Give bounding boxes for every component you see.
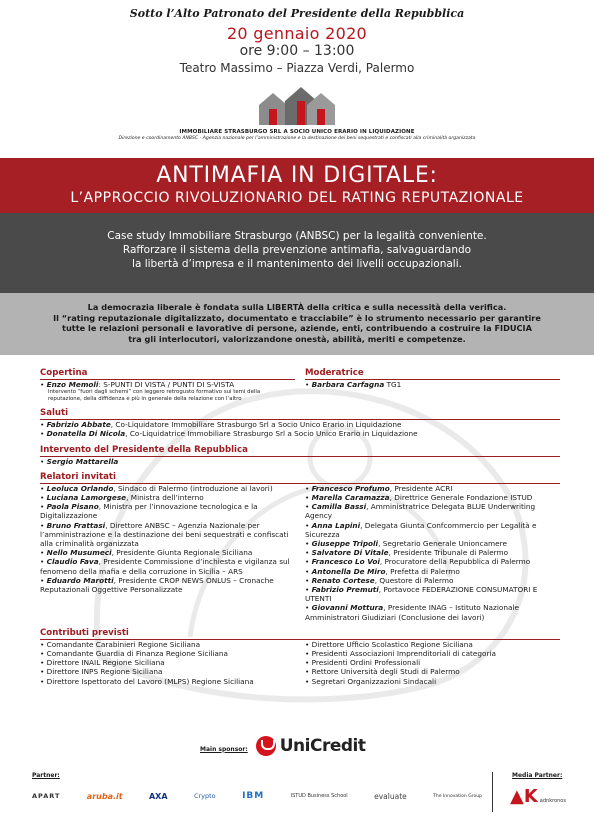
- partner-label: Partner:: [32, 772, 60, 779]
- partner-istud: ISTUD Business School: [290, 793, 348, 799]
- partner-apart: APART: [32, 792, 61, 800]
- partner-logos: [32, 784, 482, 808]
- media-partner: [510, 786, 566, 807]
- presidente-section: [40, 445, 560, 466]
- moderatrice-section: [305, 368, 560, 402]
- speaker-name: Eduardo Marotti: [46, 575, 114, 585]
- contributi-left: [40, 640, 295, 686]
- list-item: • Comandante Carabinieri Regione Siciliana: [40, 639, 201, 649]
- list-item: • Direttore INAIL Regione Siciliana: [40, 658, 165, 668]
- main-sponsor-label: Main sponsor:: [200, 745, 248, 753]
- list-item: • Direttore Ispettorato del Lavoro (MLPS) Regione Siciliana: [40, 676, 254, 686]
- list-item: • Marella Caramazza, Direttrice Generale Fondazione ISTUD: [305, 493, 533, 503]
- list-item: • Eduardo Marotti, Presidente CROP NEWS ONLUS – Cronache Reputazionali Oggettive Personalizzate: [40, 575, 274, 595]
- speaker-role: , Presidente CROP NEWS ONLUS – Cronache Reputazionali Oggettive Personalizzate: [40, 575, 274, 595]
- section-title-presidente: Intervento del Presidente della Repubblica: [40, 445, 560, 457]
- list-item: • Fabrizio Abbate, Co-Liquidatore Immobiliare Strasburgo Srl a Socio Unico Erario in Liquidazione: [40, 420, 402, 430]
- partner-innovation-group: The Innovation Group: [433, 793, 482, 799]
- speaker-role: , Segretario Generale Unioncamere: [378, 539, 507, 549]
- partner-ibm: IBM: [242, 791, 265, 801]
- contributi-columns: [40, 640, 560, 686]
- speaker-name: Francesco Profumo: [311, 483, 390, 493]
- partner-axa: AXA: [148, 791, 168, 801]
- speaker-name: Giovanni Mottura: [311, 603, 384, 613]
- copertina-moderatrice-row: [40, 368, 560, 402]
- list-item: • Barbara Carfagna TG1: [305, 380, 402, 389]
- list-item: • Luciana Lamorgese, Ministra dell’interno: [40, 493, 204, 503]
- relatori-section: [40, 472, 560, 622]
- speaker-role: : S-PUNTI DI VISTA / PUNTI DI S-VISTA: [98, 380, 235, 389]
- unicredit-logo-icon: [256, 736, 276, 756]
- contributor: Direttore INPS Regione Siciliana: [46, 667, 163, 677]
- list-item: • Antonella De Miro, Prefetta di Palermo: [305, 566, 460, 576]
- speaker-role: , Delegata Giunta Confcommercio per Legalità e Sicurezza: [305, 520, 537, 539]
- speaker-name: Donatella Di Nicola: [46, 429, 126, 439]
- contributor: Comandante Carabinieri Regione Siciliana: [46, 639, 201, 649]
- partner-crypto: Crypto: [193, 792, 216, 800]
- list-item: • Presidenti Associazioni Imprenditoriali di categoria: [305, 649, 496, 659]
- speaker-role: , Ministra per l’innovazione tecnologica e la Digitalizzazione: [40, 502, 258, 521]
- list-item: • Donatella Di Nicola, Co-Liquidatrice Immobiliare Strasburgo Srl a Socio Unico Erario in Liquidazione: [40, 429, 418, 439]
- speaker-name: Marella Caramazza: [311, 493, 390, 503]
- speaker-name: Renato Cortese: [311, 575, 375, 585]
- speaker-role: , Procuratore della Repubblica di Palermo: [379, 557, 531, 567]
- list-item: • Fabrizio Premuti, Portavoce FEDERAZIONE CONSUMATORI E UTENTI: [305, 585, 538, 604]
- list-item: • Claudio Fava, Presidente Commissione d’inchiesta e vigilanza sul fenomeno della mafia e della corruzione in Sicilia – ARS: [40, 557, 290, 576]
- speaker-name: Paola Pisano: [46, 502, 99, 512]
- relatori-right: [305, 484, 560, 622]
- intro-line: tra gli interlocutori, valorizzandone onestà, abilità, meriti e competenze.: [128, 333, 466, 344]
- copertina-note: Intervento “fuori dagli schemi” con leggero retrogusto formativo sui temi della reputazione, della diffidenza e più in generale della relazione con l’altro: [48, 389, 261, 402]
- subtitle-line: la libertà d’impresa e il mantenimento dei livelli occupazionali.: [132, 258, 462, 270]
- subtitle-line: Case study Immobiliare Strasburgo (ANBSC) per la legalità conveniente.: [107, 230, 487, 242]
- speaker-role: , Co-Liquidatore Immobiliare Strasburgo Srl a Socio Unico Erario in Liquidazione: [110, 420, 402, 430]
- contributor: Comandante Guardia di Finanza Regione Siciliana: [46, 649, 228, 659]
- speaker-role: , Co-Liquidatrice Immobiliare Strasburgo Srl a Socio Unico Erario in Liquidazione: [125, 429, 418, 439]
- speaker-role: , Portavoce FEDERAZIONE CONSUMATORI E UTENTI: [305, 585, 538, 604]
- speaker-name: Sergio Mattarella: [46, 456, 119, 466]
- subtitle-line: Rafforzare il sistema della prevenzione antimafia, salvaguardando: [122, 244, 472, 256]
- speaker-role: , Presidente ACRI: [389, 483, 453, 493]
- speaker-name: Bruno Frattasi: [46, 520, 106, 530]
- saluti-section: [40, 408, 560, 438]
- copertina-section: [40, 368, 295, 402]
- program: [40, 368, 560, 692]
- relatori-columns: [40, 484, 560, 622]
- speaker-role: , Sindaco di Palermo (introduzione ai lavori): [113, 483, 273, 493]
- contributor: Direttore Ufficio Scolastico Regione Siciliana: [311, 639, 473, 649]
- subtitle-band: [0, 213, 594, 293]
- speaker-role: , Presidente Tribunale di Palermo: [388, 548, 509, 558]
- list-item: • Direttore Ufficio Scolastico Regione Siciliana: [305, 639, 473, 649]
- speaker-role: TG1: [384, 380, 402, 389]
- speaker-name: Claudio Fava: [46, 557, 99, 567]
- list-item: • Camilla Bassi, Amministratrice Delegata BLUE Underwriting Agency: [305, 502, 536, 521]
- speaker-name: Nello Musumeci: [46, 548, 112, 558]
- title-line-1: ANTIMAFIA IN DIGITALE:: [156, 163, 438, 188]
- speaker-name: Giuseppe Tripoli: [311, 539, 379, 549]
- speaker-name: Fabrizio Premuti: [311, 585, 379, 595]
- header: [0, 7, 594, 141]
- event-date: 20 gennaio 2020: [226, 24, 368, 43]
- contributor: Direttore Ispettorato del Lavoro (MLPS) Regione Siciliana: [46, 676, 254, 686]
- speaker-role: , Direttore ANBSC – Agenzia Nazionale per l’amministrazione e la destinazione dei beni sequestrati e confiscati alla criminalità organizzata: [40, 520, 289, 549]
- intro-band: [0, 293, 594, 355]
- list-item: • Segretari Organizzazioni Sindacali: [305, 676, 437, 686]
- list-item: • Comandante Guardia di Finanza Regione Siciliana: [40, 649, 228, 659]
- section-title-contributi: Contributi previsti: [40, 628, 560, 640]
- relatori-left: [40, 484, 295, 622]
- contributi-right: [305, 640, 560, 686]
- speaker-role: , Presidente Commissione d’inchiesta e vigilanza sul fenomeno della mafia e della corruzione in Sicilia – ARS: [40, 557, 290, 576]
- partner-aruba: aruba.it: [86, 791, 123, 801]
- list-item: • Rettore Università degli Studi di Palermo: [305, 667, 460, 677]
- list-item: • Nello Musumeci, Presidente Giunta Regionale Siciliana: [40, 548, 253, 558]
- contributor: Presidenti Associazioni Imprenditoriali di categoria: [311, 649, 496, 659]
- list-item: • Francesco Profumo, Presidente ACRI: [305, 483, 453, 493]
- speaker-role: , Ministra dell’interno: [126, 493, 204, 503]
- list-item: • Giuseppe Tripoli, Segretario Generale Unioncamere: [305, 539, 507, 549]
- speaker-role: , Direttrice Generale Fondazione ISTUD: [389, 493, 533, 503]
- section-title-copertina: Copertina: [40, 368, 295, 380]
- speaker-name: Enzo Memoli: [46, 380, 99, 389]
- speaker-name: Francesco Lo Voi: [311, 557, 380, 567]
- section-title-relatori: Relatori invitati: [40, 472, 560, 484]
- contributor: Segretari Organizzazioni Sindacali: [311, 676, 437, 686]
- speaker-role: , Presidente Giunta Regionale Siciliana: [111, 548, 253, 558]
- title-line-2: L’APPROCCIO RIVOLUZIONARIO DEL RATING REPUTAZIONALE: [70, 190, 524, 206]
- speaker-name: Barbara Carfagna: [311, 380, 385, 389]
- title-band: [0, 158, 594, 213]
- list-item: • Presidenti Ordini Professionali: [305, 658, 421, 668]
- list-item: • Leoluca Orlando, Sindaco di Palermo (introduzione ai lavori): [40, 483, 273, 493]
- speaker-role: , Presidente INAG – Istituto Nazionale Amministratori Giudiziari (Conclusione dei lavori): [305, 603, 519, 622]
- speaker-name: Fabrizio Abbate: [46, 420, 111, 430]
- speaker-role: , Questore di Palermo: [374, 575, 454, 585]
- intro-line: Il “rating reputazionale digitalizzato, documentato e tracciabile” è lo strumento necessario per garantire: [53, 312, 541, 323]
- speaker-role: , Amministratrice Delegata BLUE Underwriting Agency: [305, 502, 536, 521]
- speaker-name: Luciana Lamorgese: [46, 493, 127, 503]
- section-title-moderatrice: Moderatrice: [305, 368, 560, 380]
- speaker-name: Anna Lapini: [311, 520, 361, 530]
- contributi-section: [40, 628, 560, 686]
- speaker-role: , Prefetta di Palermo: [385, 566, 460, 576]
- list-item: • Sergio Mattarella: [40, 456, 119, 466]
- speaker-name: Camilla Bassi: [311, 502, 367, 512]
- media-partner-label: Media Partner:: [512, 772, 563, 779]
- houses-logo-icon: [257, 83, 337, 127]
- main-sponsor: [200, 736, 366, 756]
- adnkronos-name: adnkronos: [539, 797, 566, 804]
- org-name: IMMOBILIARE STRASBURGO SRL A SOCIO UNICO ERARIO IN LIQUIDAZIONE: [179, 129, 415, 135]
- list-item: • Enzo Memoli: S-PUNTI DI VISTA / PUNTI DI S-VISTA: [40, 380, 235, 389]
- event-time: ore 9:00 – 13:00: [239, 43, 355, 59]
- event-venue: Teatro Massimo – Piazza Verdi, Palermo: [179, 61, 415, 75]
- org-direction: Direzione e coordinamento ANBSC - Agenzia nazionale per l’amministrazione e la destinazione dei beni sequestrati e confiscati alla criminalità organizzata: [118, 136, 476, 141]
- list-item: • Giovanni Mottura, Presidente INAG – Istituto Nazionale Amministratori Giudiziari (Conclusione dei lavori): [305, 603, 519, 622]
- adnkronos-logo-icon: ▲K: [510, 786, 538, 807]
- speaker-name: Salvatore Di Vitale: [311, 548, 389, 558]
- partner-divider: [492, 772, 493, 812]
- list-item: • Francesco Lo Voi, Procuratore della Repubblica di Palermo: [305, 557, 531, 567]
- unicredit-name: UniCredit: [279, 736, 366, 756]
- contributor: Direttore INAIL Regione Siciliana: [46, 658, 165, 668]
- intro-line: tutte le relazioni personali e lavorative di persone, aziende, enti, contribuendo a costruire la FIDUCIA: [62, 323, 532, 333]
- speaker-name: Antonella De Miro: [311, 566, 386, 576]
- intro-line: La democrazia liberale è fondata sulla LIBERTÀ della critica e sulla necessità della verifica.: [87, 302, 507, 312]
- speaker-name: Leoluca Orlando: [46, 483, 114, 493]
- patronage-text: Sotto l’Alto Patronato del Presidente della Repubblica: [129, 7, 465, 20]
- contributor: Rettore Università degli Studi di Palermo: [311, 667, 460, 677]
- list-item: • Renato Cortese, Questore di Palermo: [305, 575, 454, 585]
- list-item: • Paola Pisano, Ministra per l’innovazione tecnologica e la Digitalizzazione: [40, 502, 258, 521]
- contributor: Presidenti Ordini Professionali: [311, 658, 421, 668]
- section-title-saluti: Saluti: [40, 408, 560, 420]
- list-item: • Salvatore Di Vitale, Presidente Tribunale di Palermo: [305, 548, 509, 558]
- list-item: • Bruno Frattasi, Direttore ANBSC – Agenzia Nazionale per l’amministrazione e la destinazione dei beni sequestrati e confiscati alla criminalità organizzata: [40, 520, 289, 549]
- list-item: • Anna Lapini, Delegata Giunta Confcommercio per Legalità e Sicurezza: [305, 520, 537, 539]
- list-item: • Direttore INPS Regione Siciliana: [40, 667, 163, 677]
- partner-evaluate: evaluate: [374, 791, 407, 801]
